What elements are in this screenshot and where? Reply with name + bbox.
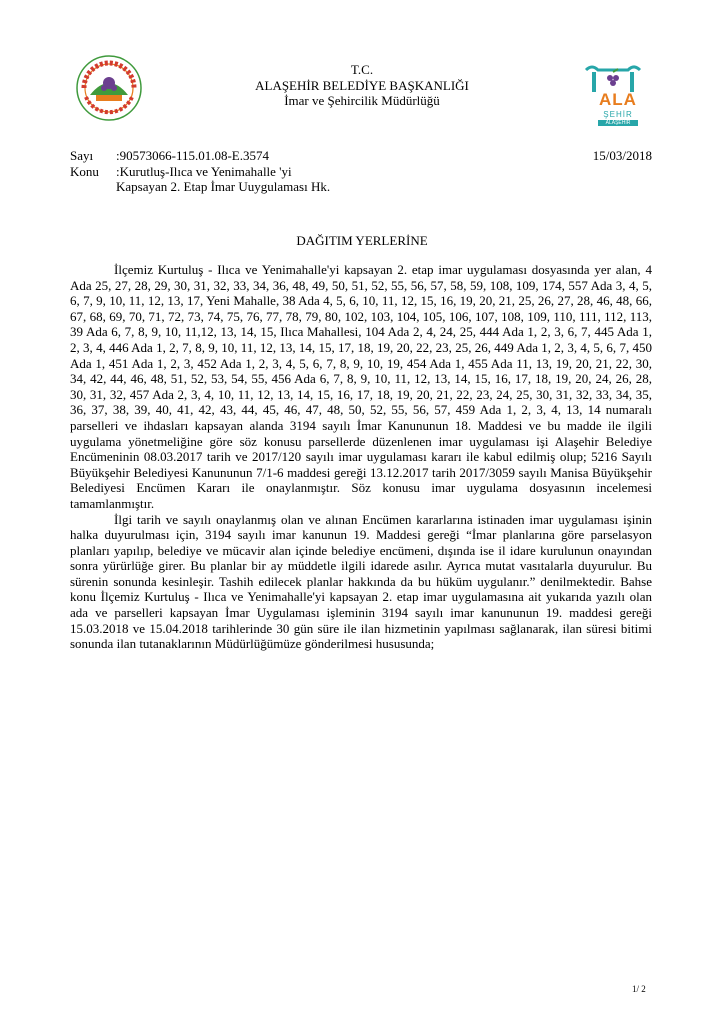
paragraph-2: İlgi tarih ve sayılı onaylanmış olan ve alınan Encümen kararlarına istinaden imar uygulaması işinin halka duyurulması için, 3194 sayılı imar kanunun 19. Maddesi gereği “İmar planlarına göre parselasyon planları yapılıp, belediye ve mücavir alan içinde belediye encümeni, dışında ise il idare kurulunun onayından sonra yürürlüğe girer. Bu planlar bir ay müddetle ilgili idarede asılır. Ayrıca mutat vasıtalarla duyurulur. Bu sürenin sonunda kesinleşir. Tashih edilecek planlar hakkında da bu hüküm uygulanır.” denilmektedir. Bahse konu İlçemiz Kurtuluş - Ilıca ve Yenimahalle'yi kapsayan 2. etap imar uygulamasına ait yukarıda yazılı olan ada ve parselleri kapsayan İmar Uygulaması işleminin 3194 sayılı imar kanununun 19. maddesi gereği 15.03.2018 ve 15.04.2018 tarihlerinde 30 gün süre ile ilan hizmetinin yapılması sağlanarak, ilan süresi bitimi sonunda ilan tutanaklarının Müdürlüğümüze gönderilmesi hususunda; — [70, 511, 652, 652]
logo-right-text: ALA — [599, 90, 637, 109]
document-date: 15/03/2018 — [592, 148, 652, 163]
letter-body — [70, 262, 652, 652]
sayi-label: Sayı — [70, 148, 94, 163]
paragraph-1: İlçemiz Kurtuluş - Ilıca ve Yenimahalle'yi kapsayan 2. etap imar uygulaması dosyasında yer alan, 4 Ada 25, 27, 28, 29, 30, 31, 32, 33, 34, 36, 48, 49, 50, 51, 52, 55, 56, 57, 58, 59, 108, 109, 174, 557 Ada 3, 4, 5, 6, 7, 9, 10, 11, 12, 13, 17, Yeni Mahalle, 38 Ada 4, 5, 6, 10, 11, 12, 15, 16, 19, 20, 21, 25, 26, 27, 28, 46, 48, 66, 67, 68, 69, 70, 71, 72, 73, 74, 75, 76, 77, 78, 79, 80, 102, 103, 104, 105, 106, 107, 108, 109, 110, 111, 112, 113, 39 Ada 6, 7, 8, 9, 10, 11,12, 13, 14, 15, Ilıca Mahallesi, 104 Ada 2, 4, 24, 25, 444 Ada 1, 2, 3, 6, 7, 445 Ada 1, 2, 3, 4, 446 Ada 1, 2, 7, 8, 9, 10, 11, 12, 13, 14, 15, 17, 18, 19, 20, 22, 23, 25, 26, 449 Ada 1, 2, 3, 4, 5, 6, 7, 450 Ada 1, 451 Ada 1, 2, 3, 452 Ada 1, 2, 3, 4, 5, 6, 7, 8, 9, 10, 19, 454 Ada 1, 455 Ada 11, 13, 19, 20, 21, 22, 30, 34, 42, 44, 46, 48, 51, 52, 53, 54, 55, 456 Ada 6, 7, 8, 9, 10, 11, 12, 13, 14, 15, 16, 17, 18, 19, 20, 24, 26, 28, 30, 31, 32, 457 Ada 2, 3, 4, 10, 11, 12, 13, 14, 15, 16, 17, 18, 19, 20, 21, 22, 23, 24, 25, 30, 31, 32, 33, 34, 35, 36, 37, 38, 39, 40, 41, 42, 43, 44, 45, 46, 47, 48, 50, 52, 55, 56, 57, 459 Ada 1, 2, 3, 4, 13, 14 numaralı parselleri ve ihdasları kapsayan alanda 3194 sayılı İmar Kanununun 18. Maddesi ve bu madde ile ilgili uygulama yönetmeliğine göre söz konusu parsellerde düzenlenen imar uygulaması işi Alaşehir Belediye Encümeninin 08.03.2017 tarih ve 2017/120 sayılı imar uygulaması kararı ile kabul edilmiş olup; 5216 Sayılı Büyükşehir Belediyesi Kanununun 7/1-6 maddesi gereği 13.12.2017 tarih 2017/3059 sayılı Manisa Büyükşehir Belediyesi Encümen Kararı ile onaylanmıştır. Söz konusu imar uygulama dosyasının incelemesi tamamlanmıştır. — [70, 262, 652, 511]
header-line-institution: ALAŞEHİR BELEDİYE BAŞKANLIĞI — [255, 77, 469, 93]
logo-right-tagline: ALAŞEHİR — [598, 120, 638, 126]
konu-row — [70, 164, 652, 180]
konu-label: Konu — [70, 163, 99, 179]
konu-value: :Kurutluş-Ilıca ve Yenimahalle 'yi — [116, 163, 292, 179]
sayi-value: :90573066-115.01.08-E.3574 — [116, 148, 269, 163]
page-number: 1/ 2 — [632, 984, 646, 994]
logo-right-subtext: ŞEHİR — [603, 110, 633, 119]
header-line-tc: T.C. — [350, 62, 374, 77]
distribution-title: DAĞITIM YERLERİNE — [296, 233, 428, 248]
letterhead — [150, 62, 574, 109]
alasehir-municipality-seal-logo — [76, 55, 142, 121]
reference-block — [70, 148, 652, 195]
sayi-row — [70, 148, 652, 164]
konu-row-continued — [70, 179, 652, 195]
header-line-department: İmar ve Şehircilik Müdürlüğü — [284, 93, 440, 108]
konu-value-continued: Kapsayan 2. Etap İmar Uuygulaması Hk. — [116, 179, 331, 194]
